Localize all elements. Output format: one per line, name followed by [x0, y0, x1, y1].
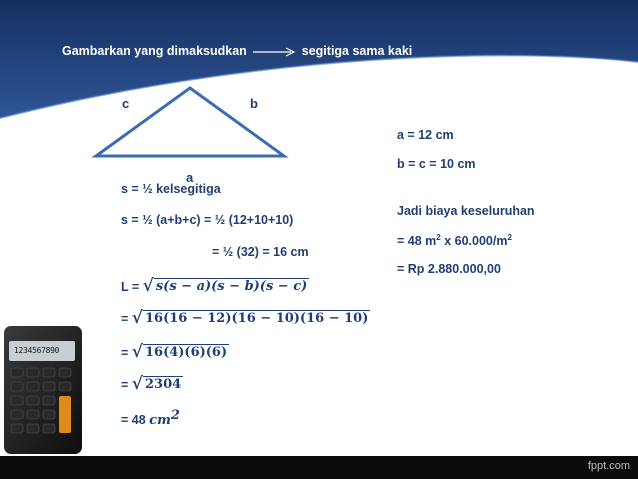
area-value: = 48	[121, 413, 150, 428]
step2-radicand: 16(4)(6)(6)	[144, 345, 228, 360]
s-result: = ½ (32) = 16 cm	[212, 245, 309, 259]
cost-exp-1: 2	[436, 233, 441, 242]
s-definition: s = ½ kelsegitiga	[121, 182, 221, 196]
step1-radicand: 16(16 − 12)(16 − 10)(16 − 10)	[144, 311, 369, 326]
triangle-label-a: a	[186, 170, 194, 185]
heron-step-1	[121, 310, 370, 326]
calculator-icon	[0, 324, 84, 456]
equals-sign: =	[121, 378, 129, 392]
heron-radicand: s(s − a)(s − b)(s − c)	[155, 279, 308, 294]
equals-sign: =	[121, 346, 129, 360]
area-result	[121, 408, 180, 428]
sqrt-symbol: √ 16(16 − 12)(16 − 10)(16 − 10)	[131, 308, 369, 328]
footer-brand: fppt.com	[587, 460, 630, 472]
given-bc: b = c = 10 cm	[397, 157, 476, 171]
sqrt-symbol: √ 16(4)(6)(6)	[131, 342, 228, 362]
triangle-label-c: c	[122, 96, 130, 111]
heron-step-2	[121, 344, 229, 360]
intro-text	[62, 44, 412, 58]
l-prefix: L =	[121, 280, 143, 294]
intro-left: Gambarkan yang dimaksudkan	[62, 44, 247, 58]
cost-exp-2: 2	[507, 233, 512, 242]
footer-bar	[0, 456, 638, 479]
cost-line-2: = Rp 2.880.000,00	[397, 262, 501, 276]
cost-area: = 48 m	[397, 234, 437, 249]
area-exponent: 2	[170, 408, 180, 423]
heron-step-3	[121, 376, 183, 392]
step3-radicand: 2304	[144, 377, 182, 392]
sqrt-symbol: √ s(s − a)(s − b)(s − c)	[142, 276, 308, 296]
cost-line-1	[397, 233, 512, 248]
s-expression: s = ½ (a+b+c) = ½ (12+10+10)	[121, 213, 294, 227]
area-unit: cm	[149, 413, 171, 429]
cost-title: Jadi biaya keseluruhan	[397, 204, 535, 218]
triangle-label-b: b	[250, 96, 258, 111]
cost-price: x 60.000/m	[440, 234, 508, 249]
sqrt-symbol: √ 2304	[131, 374, 182, 394]
intro-right: segitiga sama kaki	[301, 44, 413, 58]
heron-formula	[121, 278, 309, 294]
equals-sign: =	[121, 312, 129, 326]
arrow-icon	[253, 47, 295, 57]
calculator-display: 1234567890	[14, 346, 60, 355]
isosceles-triangle	[90, 86, 290, 162]
given-a: a = 12 cm	[397, 128, 454, 142]
